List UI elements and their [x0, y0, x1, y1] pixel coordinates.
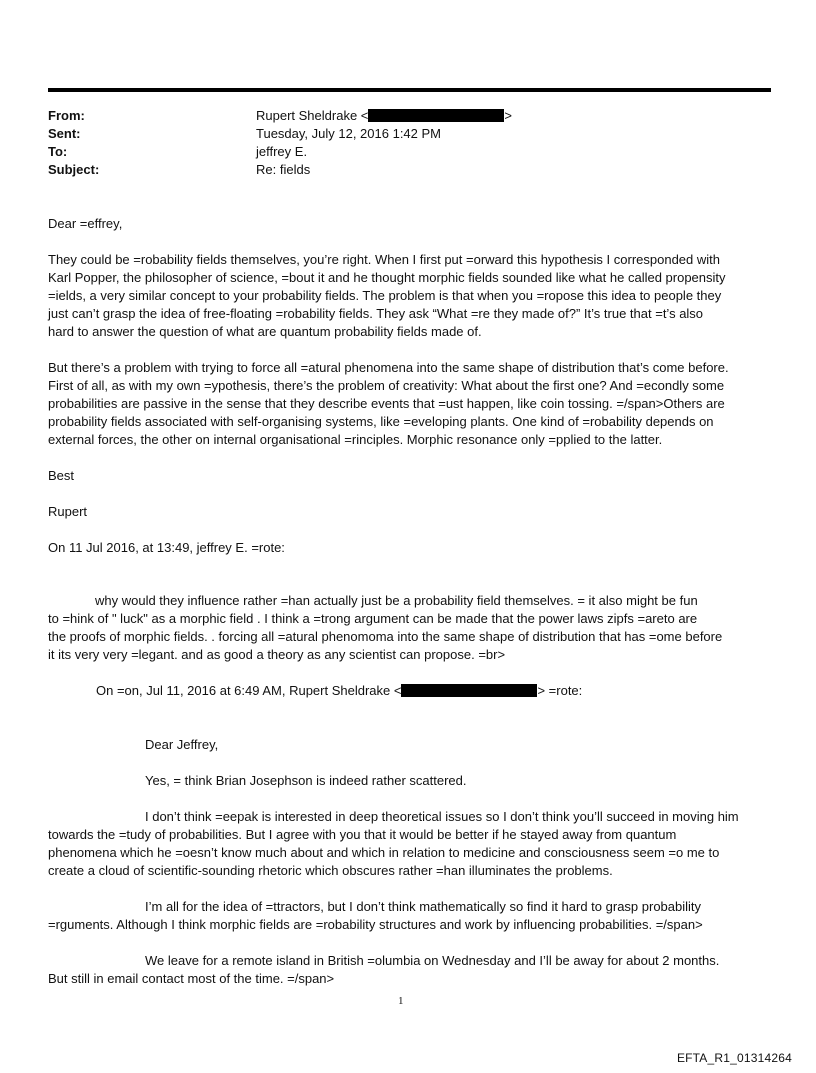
body-paragraph-1	[48, 251, 726, 341]
body-paragraph-2	[48, 359, 729, 449]
bates-id: EFTA_R1_01314264	[676, 1051, 792, 1065]
nested-paragraph-3	[48, 898, 703, 934]
nested-greeting: Dear Jeffrey,	[145, 737, 219, 752]
text-line: I don’t think =eepak is interested in deep theoretical issues so I don’t think you’ll succeed in moving him	[145, 809, 739, 824]
text-line: probabilities are passive in the sense that they describe events that =ust happen, like coin tossing. =/span>Others are	[48, 396, 725, 411]
subject-label: Subject:	[48, 162, 100, 177]
text-line: to =hink of " luck" as a morphic field . I think a =trong argument can be made that the power laws zipfs =areto are	[48, 611, 698, 626]
from-close: >	[504, 108, 512, 123]
sent-label: Sent:	[48, 126, 81, 141]
text-line: We leave for a remote island in British =olumbia on Wednesday and I’ll be away for about 2 months.	[145, 953, 720, 968]
nested-paragraph-2	[48, 808, 739, 880]
sent-value: Tuesday, July 12, 2016 1:42 PM	[256, 126, 441, 141]
to-value: jeffrey E.	[256, 144, 308, 159]
text-line: But still in email contact most of the time. =/span>	[48, 971, 335, 986]
text-line: But there’s a problem with trying to force all =atural phenomena into the same shape of distribution that’s come before.	[48, 360, 729, 375]
text-line: it its very very =legant. and as good a theory as any scientist can propose. =br>	[48, 647, 506, 662]
quoted-message-jeffrey	[48, 592, 722, 664]
nested-intro-end: > =rote:	[537, 683, 583, 698]
nested-paragraph-4	[48, 952, 719, 988]
subject-value: Re: fields	[256, 162, 311, 177]
from-label: From:	[48, 108, 85, 123]
redaction-bar	[401, 684, 537, 697]
to-label: To:	[48, 144, 68, 159]
text-line: hard to answer the question of what are quantum probability fields made of.	[48, 324, 482, 339]
greeting: Dear =effrey,	[48, 216, 123, 231]
text-line: They could be =robability fields themselves, you’re right. When I first put =orward this hypothesis I corresponded with	[48, 252, 720, 267]
text-line: just can’t grasp the idea of free-floating =robability fields. They ask “What =re they made of?” It’s true that =t’s also	[48, 306, 704, 321]
text-line: probability fields associated with self-organising systems, like =eveloping plants. One kind of =robability depends on	[48, 414, 714, 429]
closing: Best	[48, 468, 75, 483]
page-number: 1	[398, 995, 404, 1007]
text-line: Karl Popper, the philosopher of science, =bout it and he thought morphic fields sounded like what he called propensity	[48, 270, 726, 285]
text-line: external forces, the other on internal organisational =rinciples. Morphic resonance only =pplied to the latter.	[48, 432, 663, 447]
nested-paragraph-1: Yes, = think Brian Josephson is indeed rather scattered.	[145, 773, 467, 788]
signature: Rupert	[48, 504, 88, 519]
nested-intro-text: On =on, Jul 11, 2016 at 6:49 AM, Rupert Sheldrake <	[96, 683, 402, 698]
text-line: create a cloud of scientific-sounding rhetoric which obscures rather =han illuminates the problems.	[48, 863, 613, 878]
text-line: phenomena which he =oesn’t know much about and which in relation to medicine and consciousness seem =o me to	[48, 845, 720, 860]
from-name: Rupert Sheldrake <	[256, 108, 369, 123]
redaction-bar	[368, 109, 504, 122]
text-line: First of all, as with my own =ypothesis, there’s the problem of creativity: What about the first one? And =econdly some	[48, 378, 725, 393]
nested-quote-intro	[96, 682, 582, 700]
text-line: why would they influence rather =han actually just be a probability field themselves. = it also might be fun	[95, 593, 698, 608]
quote-intro: On 11 Jul 2016, at 13:49, jeffrey E. =rote:	[48, 540, 285, 555]
header-rule	[48, 88, 771, 92]
text-line: the proofs of morphic fields. . forcing all =atural phenomoma into the same shape of distribution that has =ome before	[48, 629, 723, 644]
text-line: =ields, a very similar concept to your probability fields. The problem is that when you =ropose this idea to people they	[48, 288, 722, 303]
text-line: =rguments. Although I think morphic fields are =robability structures and work by influencing probabilities. =/span>	[48, 917, 703, 932]
text-line: I’m all for the idea of =ttractors, but I don’t think mathematically so find it hard to grasp probability	[145, 899, 702, 914]
text-line: towards the =tudy of probabilities. But I agree with you that it would be better if he stayed away from quantum	[48, 827, 677, 842]
